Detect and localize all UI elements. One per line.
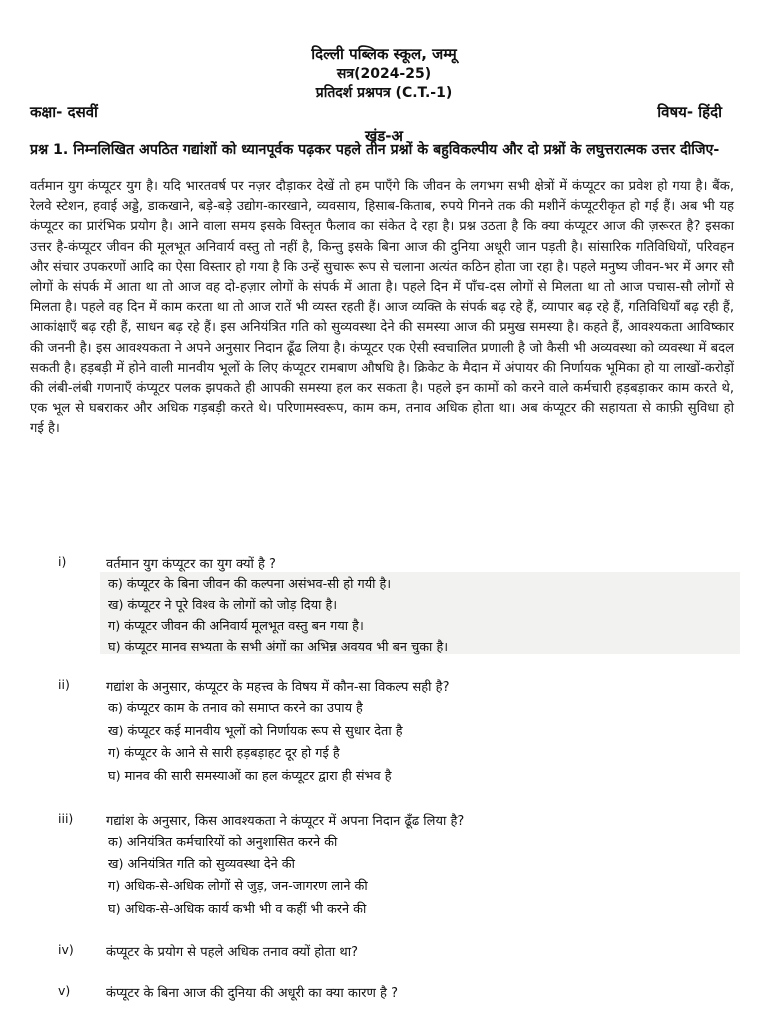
question-text: कंप्यूटर के बिना आज की दुनिया की अधूरी का क्या कारण है ?: [106, 986, 398, 1001]
option-d: घ) अधिक-से-अधिक कार्य कभी भी व कहीं भी करने की: [108, 902, 367, 917]
question-text: कंप्यूटर के प्रयोग से पहले अधिक तनाव क्यों होता था?: [106, 945, 358, 960]
unseen-passage: वर्तमान युग कंप्यूटर युग है। यदि भारतवर्ष पर नज़र दौड़ाकर देखें तो हम पाएँगे कि जीवन के लगभग सभी क्षेत्रों में कंप्यूटर का प्रवेश हो गया है। बैंक, रेलवे स्टेशन, हवाई अड्डे, डाकखाने, बड़े-बड़े उद्योग-कारखाने, व्यवसाय, हिसाब-किताब, रुपये गिनने तक की मशीनें कंप्यूटरीकृत हो गई हैं। अब भी यह कंप्यूटर का प्रारंभिक प्रयोग है। आने वाला समय इसके विस्तृत फैलाव का संकेत दे रहा है। प्रश्न उठता है कि क्या कंप्यूटर आज की ज़रूरत है? इसका उत्तर है-कंप्यूटर जीवन की मूलभूत अनिवार्य वस्तु तो नहीं है, किन्तु इसके बिना आज की दुनिया अधूरी जान पड़ती है। सांसारिक गतिविधियों, परिवहन और संचार उपकरणों आदि का ऐसा विस्तार हो गया है कि उन्हें सुचारू रूप से चलाना अत्यंत कठिन होता जा रहा है। पहले मनुष्य जीवन-भर में अगर सौ लोगों के संपर्क में आता था तो आज वह दो-हज़ार लोगों के संपर्क में आता है। पहले दिन में पाँच-दस लोगों से मिलता था तो आज पचास-सौ लोगों से मिलता है। पहले वह दिन में काम करता था तो आज रातें भी व्यस्त रहती हैं। आज व्यक्ति के संपर्क बढ़ रहे हैं, व्यापार बढ़ रहे हैं, गतिविधियाँ बढ़ रही हैं, आकांक्षाएँ बढ़ रही हैं, साधन बढ़ रहे हैं। इस अनियंत्रित गति को सुव्यवस्था देने की समस्या आज की प्रमुख समस्या है। कहते हैं, आवश्यकता आविष्कार की जननी है। इस आवश्यकता ने अपने अनुसार निदान ढूँढ लिया है। कंप्यूटर एक ऐसी स्वचालित प्रणाली है जो कैसी भी अव्यवस्था को व्यवस्था में बदल सकती है। हड़बड़ी में होने वाली मानवीय भूलों के लिए कंप्यूटर रामबाण औषधि है। क्रिकेट के मैदान में अंपायर की निर्णायक भूमिका हो या लाखों-करोड़ों की लंबी-लंबी गणनाएँ कंप्यूटर पलक झपकते ही आपकी समस्या हल कर सकता है। पहले इन कामों को करने वाले कर्मचारी हड़बड़ाकर काम करते थे, एक भूल से घबराकर और अधिक गड़बड़ी करते थे। परिणामस्वरूप, काम कम, तनाव अधिक होता था। अब कंप्यूटर की सहायता से काफ़ी सुविधा हो गई है।: [30, 179, 734, 437]
option-d: घ) कंप्यूटर मानव सभ्यता के सभी अंगों का अभिन्न अवयव भी बन चुका है।: [108, 640, 449, 655]
question-number: iii): [58, 811, 74, 826]
paper-title: प्रतिदर्श प्रश्नपत्र (C.T.-1): [315, 85, 453, 101]
option-c: ग) अधिक-से-अधिक लोगों से जुड़, जन-जागरण लाने की: [108, 879, 368, 894]
question-number: i): [58, 554, 67, 569]
question-number: v): [58, 983, 71, 998]
question-number: ii): [58, 677, 70, 692]
subject-label: विषय- हिंदी: [657, 103, 722, 121]
section-title: खंड-अ: [365, 127, 403, 145]
option-a: क) कंप्यूटर के बिना जीवन की कल्पना असंभव-सी हो गयी है।: [108, 577, 392, 592]
option-c: ग) कंप्यूटर के आने से सारी हड़बड़ाहट दूर हो गई है: [108, 746, 340, 761]
school-name: दिल्ली पब्लिक स्कूल, जम्मू: [311, 45, 457, 63]
question-text: गद्यांश के अनुसार, किस आवश्यकता ने कंप्यूटर में अपना निदान ढूँढ लिया है?: [106, 814, 465, 829]
question-instruction: प्रश्न 1. निम्नलिखित अपठित गद्यांशों को ध्यानपूर्वक पढ़कर पहले तीन प्रश्नों के बहुविकल्पीय और दो प्रश्नों के लघुत्तरात्मक उत्तर दीजिए-: [30, 142, 720, 158]
question-text: गद्यांश के अनुसार, कंप्यूटर के महत्त्व के विषय में कौन-सा विकल्प सही है?: [106, 680, 450, 695]
question-text: वर्तमान युग कंप्यूटर का युग क्यों है ?: [106, 557, 276, 572]
option-d: घ) मानव की सारी समस्याओं का हल कंप्यूटर द्वारा ही संभव है: [108, 769, 392, 784]
option-b: ख) कंप्यूटर ने पूरे विश्व के लोगों को जोड़ दिया है।: [108, 598, 338, 613]
option-a: क) अनियंत्रित कर्मचारियों को अनुशासित करने की: [108, 835, 338, 850]
option-c: ग) कंप्यूटर जीवन की अनिवार्य मूलभूत वस्तु बन गया है।: [108, 619, 364, 634]
session-year: सत्र(2024-25): [336, 66, 432, 82]
question-number: iv): [58, 942, 74, 957]
option-b: ख) अनियंत्रित गति को सुव्यवस्था देने की: [108, 857, 295, 872]
option-b: ख) कंप्यूटर कई मानवीय भूलों को निर्णायक रूप से सुधार देता है: [108, 724, 403, 739]
class-label: कक्षा- दसवीं: [30, 103, 98, 121]
option-a: क) कंप्यूटर काम के तनाव को समाप्त करने का उपाय है: [108, 701, 363, 716]
